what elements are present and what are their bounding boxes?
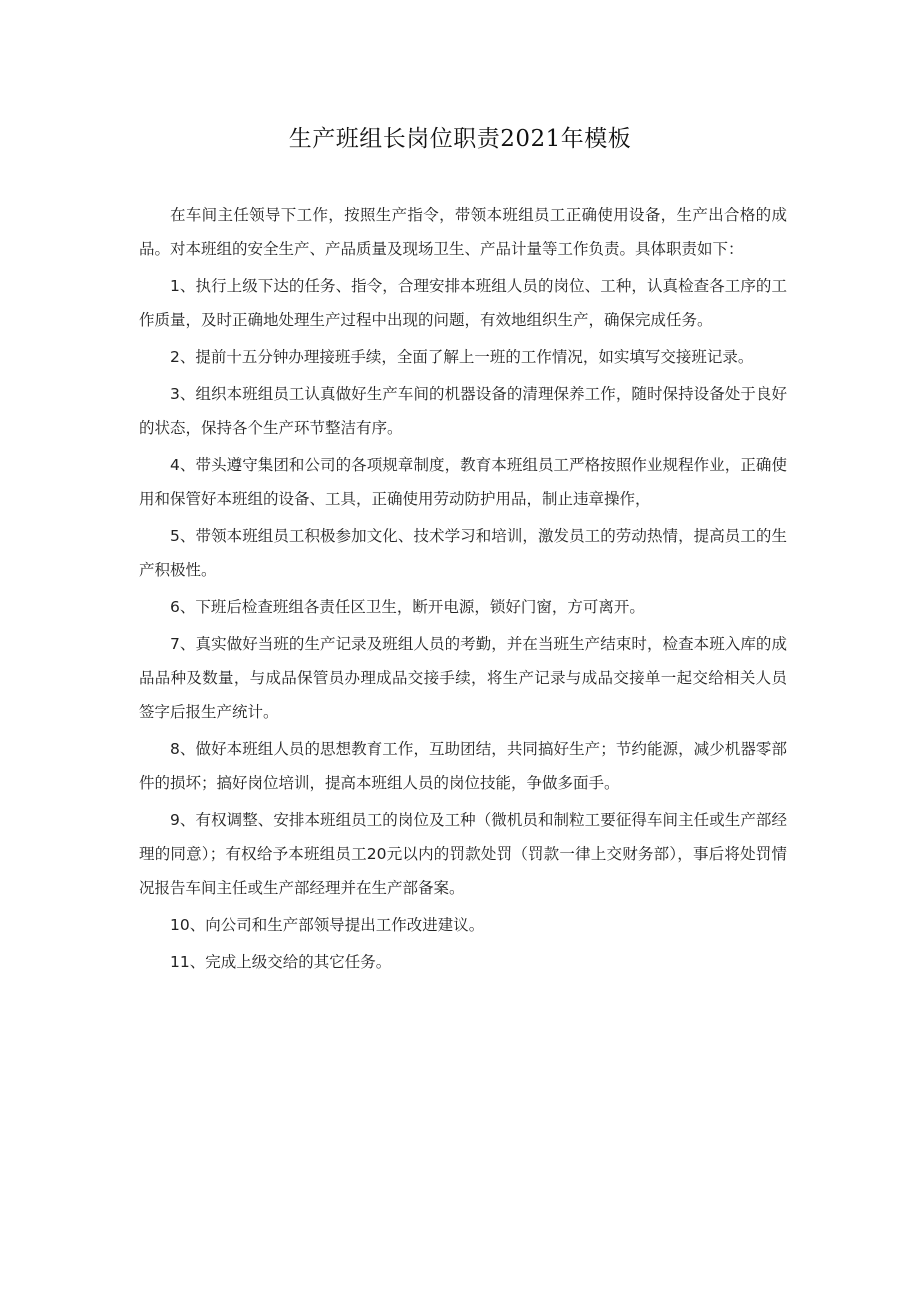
duty-item-1: 1、执行上级下达的任务、指令，合理安排本班组人员的岗位、工种，认真检查各工序的工作质量，及时正确地处理生产过程中出现的问题，有效地组织生产，确保完成任务。 [139, 277, 787, 329]
duty-item-6: 6、下班后检查班组各责任区卫生，断开电源，锁好门窗，方可离开。 [170, 598, 645, 616]
duty-item-11: 11、完成上级交给的其它任务。 [170, 953, 392, 971]
duty-item-3: 3、组织本班组员工认真做好生产车间的机器设备的清理保养工作，随时保持设备处于良好的状态，保持各个生产环节整洁有序。 [139, 385, 787, 437]
duty-item-4: 4、带头遵守集团和公司的各项规章制度，教育本班组员工严格按照作业规程作业，正确使用和保管好本班组的设备、工具，正确使用劳动防护用品，制止违章操作， [139, 456, 787, 508]
duty-item-7: 7、真实做好当班的生产记录及班组人员的考勤，并在当班生产结束时，检查本班入库的成品品种及数量，与成品保管员办理成品交接手续，将生产记录与成品交接单一起交给相关人员签字后报生产统计。 [139, 635, 787, 721]
duty-item-5: 5、带领本班组员工积极参加文化、技术学习和培训，激发员工的劳动热情，提高员工的生产积极性。 [139, 527, 787, 579]
document-title: 生产班组长岗位职责2021年模板 [288, 126, 632, 152]
duty-item-9: 9、有权调整、安排本班组员工的岗位及工种（微机员和制粒工要征得车间主任或生产部经理的同意）；有权给予本班组员工20元以内的罚款处罚（罚款一律上交财务部），事后将处罚情况报告车间主任或生产部经理并在生产部备案。 [139, 811, 787, 897]
duty-item-8: 8、做好本班组人员的思想教育工作，互助团结，共同搞好生产；节约能源，减少机器零部件的损坏；搞好岗位培训，提高本班组人员的岗位技能，争做多面手。 [139, 740, 787, 792]
document-body [139, 198, 787, 982]
duty-item-2: 2、提前十五分钟办理接班手续，全面了解上一班的工作情况，如实填写交接班记录。 [170, 348, 754, 366]
intro-paragraph: 在车间主任领导下工作，按照生产指令，带领本班组员工正确使用设备，生产出合格的成品。对本班组的安全生产、产品质量及现场卫生、产品计量等工作负责。具体职责如下： [139, 206, 787, 258]
duty-item-10: 10、向公司和生产部领导提出工作改进建议。 [170, 916, 485, 934]
